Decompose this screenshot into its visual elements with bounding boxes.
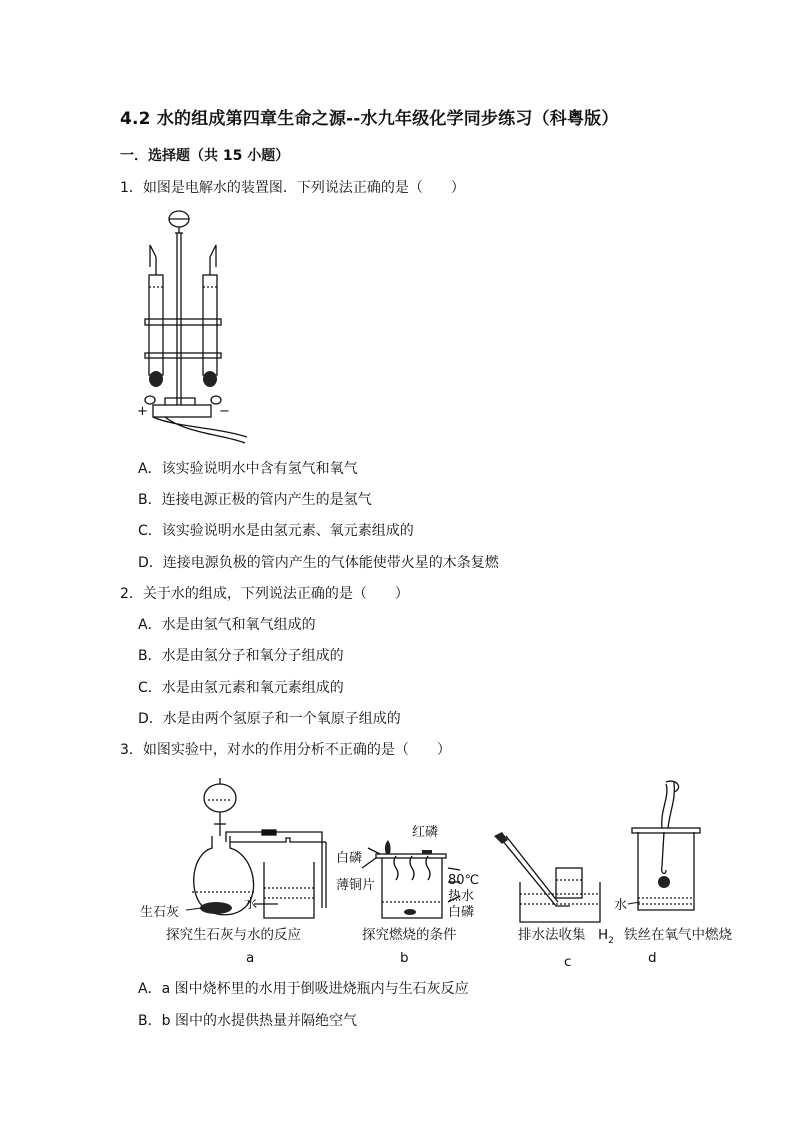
question-2-option-d: D．水是由两个氢原子和一个氧原子组成的 [138, 711, 401, 727]
figure-b-caption: 探究燃烧的条件 [362, 927, 457, 943]
electrolysis-apparatus-figure [135, 205, 255, 445]
question-1-option-a: A．该实验说明水中含有氢气和氧气 [138, 461, 358, 477]
question-1-option-c: C．该实验说明水是由氢元素、氧元素组成的 [138, 523, 414, 539]
question-2-stem: 2．关于水的组成，下列说法正确的是（ ） [120, 586, 409, 602]
figure-a-letter: a [246, 950, 255, 966]
figure-a-caption: 探究生石灰与水的反应 [166, 927, 301, 943]
figure-c-caption: 排水法收集 [518, 927, 586, 943]
question-1-option-b: B．连接电源正极的管内产生的是氢气 [138, 492, 372, 508]
water-experiments-figure [130, 770, 750, 970]
figure-b-letter: b [400, 950, 409, 966]
figure-c-letter: c [564, 954, 572, 970]
figure-d-label-water: 水 [614, 898, 628, 913]
figure-b-label-temperature: 80℃ [448, 873, 480, 888]
figure-d-caption: 铁丝在氧气中燃烧 [624, 927, 732, 943]
figure-a-label-quicklime: 生石灰 [140, 905, 180, 920]
question-1-stem: 1．如图是电解水的装置图．下列说法正确的是（ ） [120, 180, 465, 196]
page-title: 4.2 水的组成第四章生命之源--水九年级化学同步练习（科粤版） [120, 109, 619, 129]
question-2-option-a: A．水是由氢气和氧气组成的 [138, 617, 316, 633]
negative-terminal-label: − [219, 404, 230, 419]
figure-b-label-hot-water: 热水 [448, 889, 475, 904]
figure-b-label-white-phosphorus-top: 白磷 [336, 851, 363, 866]
question-1-option-d: D．连接电源负极的管内产生的气体能使带火星的木条复燃 [138, 555, 499, 571]
question-3-option-b: B．b 图中的水提供热量并隔绝空气 [138, 1013, 357, 1029]
question-2-option-c: C．水是由氢元素和氧元素组成的 [138, 680, 344, 696]
figure-a-label-water: 水 [244, 897, 258, 912]
question-3-option-a: A．a 图中烧杯里的水用于倒吸进烧瓶内与生石灰反应 [138, 981, 469, 997]
question-2-option-b: B．水是由氢分子和氧分子组成的 [138, 648, 344, 664]
section-heading: 一．选择题（共 15 小题） [120, 148, 290, 164]
question-3-stem: 3．如图实验中，对水的作用分析不正确的是（ ） [120, 742, 451, 758]
figure-c-subscript-h: $H_2$ [598, 927, 614, 946]
positive-terminal-label: + [137, 404, 148, 419]
figure-b-label-copper-sheet: 薄铜片 [336, 878, 376, 893]
figure-b-label-red-phosphorus: 红磷 [412, 825, 439, 840]
figure-d-letter: d [648, 950, 657, 966]
figure-b-label-white-phosphorus-bottom: 白磷 [448, 905, 475, 920]
